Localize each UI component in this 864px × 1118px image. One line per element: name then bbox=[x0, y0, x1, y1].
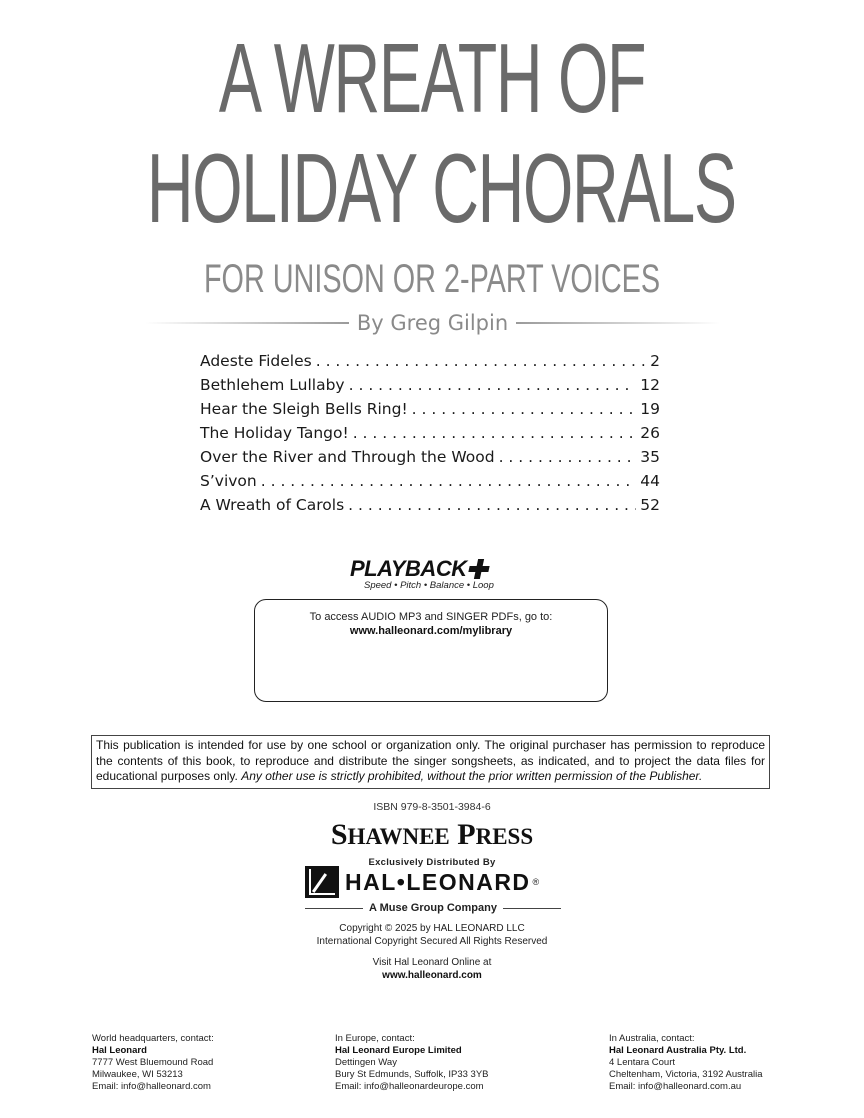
access-code-box bbox=[254, 599, 608, 702]
contact-address-1: 7777 West Bluemound Road bbox=[92, 1057, 214, 1068]
toc-entry-title: Over the River and Through the Wood bbox=[200, 448, 495, 466]
toc-leader-dots bbox=[499, 448, 637, 466]
contact-label: In Europe, contact: bbox=[335, 1033, 415, 1044]
author-byline: By Greg Gilpin bbox=[356, 311, 509, 335]
visit-online bbox=[0, 956, 864, 982]
contact-email: Email: info@halleonardeurope.com bbox=[335, 1081, 484, 1092]
muse-group-label: A Muse Group Company bbox=[369, 902, 497, 914]
isbn-number: ISBN 979-8-3501-3984-6 bbox=[373, 801, 491, 813]
copyright-notice bbox=[0, 922, 864, 948]
contact-email: Email: info@halleonard.com.au bbox=[609, 1081, 742, 1092]
playback-wordmark bbox=[350, 556, 520, 582]
contact-address-1: 4 Lentara Court bbox=[609, 1057, 676, 1068]
byline-right-rule bbox=[516, 322, 720, 324]
muse-left-rule bbox=[305, 908, 363, 909]
distributed-by-label: Exclusively Distributed By bbox=[368, 857, 496, 868]
contact-label: World headquarters, contact: bbox=[92, 1033, 214, 1044]
toc-entry-page: 2 bbox=[650, 352, 660, 370]
toc-entry-page: 52 bbox=[640, 496, 660, 514]
registered-mark: ® bbox=[532, 877, 540, 887]
contact-world-headquarters bbox=[92, 1033, 214, 1093]
toc-entry[interactable] bbox=[200, 496, 660, 520]
contact-org: Hal Leonard Europe Limited bbox=[335, 1045, 462, 1056]
copyright-line-2: International Copyright Secured All Rights Reserved bbox=[316, 936, 548, 947]
playback-logo-text: PLAYBACK bbox=[350, 556, 467, 581]
toc-entry[interactable] bbox=[200, 448, 660, 472]
toc-entry-page: 19 bbox=[640, 400, 660, 418]
contact-europe bbox=[335, 1033, 489, 1093]
toc-entry-title: Hear the Sleigh Bells Ring! bbox=[200, 400, 408, 418]
book-title-line-1: A WREATH OF bbox=[218, 23, 646, 133]
usage-notice-text: This publication is intended for use by one school or organization only. The original purchaser has permission to reproduce the contents of this book, to reproduce and distribute the singer songsheets, as indicated, and to project the data files for educational purposes only. bbox=[96, 738, 765, 783]
toc-leader-dots bbox=[412, 400, 637, 418]
hal-leonard-emblem-icon bbox=[305, 866, 339, 898]
hal-leonard-logo bbox=[305, 864, 575, 900]
usage-notice bbox=[91, 735, 770, 789]
contact-address-1: Dettingen Way bbox=[335, 1057, 397, 1068]
toc-entry-title: Bethlehem Lullaby bbox=[200, 376, 345, 394]
access-instructions: To access AUDIO MP3 and SINGER PDFs, go to: bbox=[309, 611, 553, 623]
toc-entry-page: 35 bbox=[640, 448, 660, 466]
halleonard-link[interactable]: www.halleonard.com bbox=[382, 970, 482, 981]
byline-row bbox=[145, 307, 720, 339]
toc-entry-title: The Holiday Tango! bbox=[200, 424, 349, 442]
press-rest: RESS bbox=[475, 824, 534, 849]
playback-plus-logo bbox=[350, 556, 520, 596]
toc-leader-dots bbox=[353, 424, 637, 442]
toc-entry-title: Adeste Fideles bbox=[200, 352, 312, 370]
contact-address-2: Bury St Edmunds, Suffolk, IP33 3YB bbox=[335, 1069, 489, 1080]
toc-entry-title: A Wreath of Carols bbox=[200, 496, 345, 514]
toc-leader-dots bbox=[349, 376, 637, 394]
shawnee-rest: HAWNEE bbox=[347, 824, 450, 849]
contact-label: In Australia, contact: bbox=[609, 1033, 695, 1044]
contact-email: Email: info@halleonard.com bbox=[92, 1081, 211, 1092]
toc-leader-dots bbox=[316, 352, 646, 370]
toc-entry[interactable] bbox=[200, 424, 660, 448]
toc-entry[interactable] bbox=[200, 472, 660, 496]
byline-left-rule bbox=[145, 322, 349, 324]
usage-notice-italic: Any other use is strictly prohibited, without the prior written permission of the Publisher. bbox=[241, 769, 703, 783]
contact-info bbox=[92, 1033, 792, 1093]
muse-group-line bbox=[305, 900, 561, 916]
toc-entry-page: 26 bbox=[640, 424, 660, 442]
contact-address-2: Cheltenham, Victoria, 3192 Australia bbox=[609, 1069, 763, 1080]
playback-tagline: Speed • Pitch • Balance • Loop bbox=[364, 580, 494, 591]
book-title-line-2: HOLIDAY CHORALS bbox=[146, 133, 736, 243]
book-subtitle: FOR UNISON OR 2-PART VOICES bbox=[203, 257, 661, 301]
toc-entry-page: 44 bbox=[640, 472, 660, 490]
contact-org: Hal Leonard bbox=[92, 1045, 147, 1056]
mylibrary-link[interactable]: www.halleonard.com/mylibrary bbox=[349, 625, 513, 637]
contact-org: Hal Leonard Australia Pty. Ltd. bbox=[609, 1045, 747, 1056]
hal-leonard-wordmark: HAL•LEONARD bbox=[345, 868, 531, 895]
toc-entry[interactable] bbox=[200, 376, 660, 400]
plus-icon bbox=[468, 558, 490, 580]
visit-label: Visit Hal Leonard Online at bbox=[372, 957, 492, 968]
toc-entry[interactable] bbox=[200, 352, 660, 376]
toc-entry[interactable] bbox=[200, 400, 660, 424]
copyright-line-1: Copyright © 2025 by HAL LEONARD LLC bbox=[339, 923, 525, 934]
shawnee-press-logo bbox=[0, 818, 864, 852]
toc-leader-dots bbox=[348, 496, 636, 514]
toc-leader-dots bbox=[261, 472, 637, 490]
table-of-contents bbox=[200, 352, 660, 520]
toc-entry-title: S’vivon bbox=[200, 472, 257, 490]
contact-australia bbox=[609, 1033, 763, 1093]
press-initial: P bbox=[457, 818, 476, 851]
shawnee-initial: S bbox=[330, 818, 348, 851]
muse-right-rule bbox=[503, 908, 561, 909]
contact-address-2: Milwaukee, WI 53213 bbox=[92, 1069, 183, 1080]
toc-entry-page: 12 bbox=[640, 376, 660, 394]
